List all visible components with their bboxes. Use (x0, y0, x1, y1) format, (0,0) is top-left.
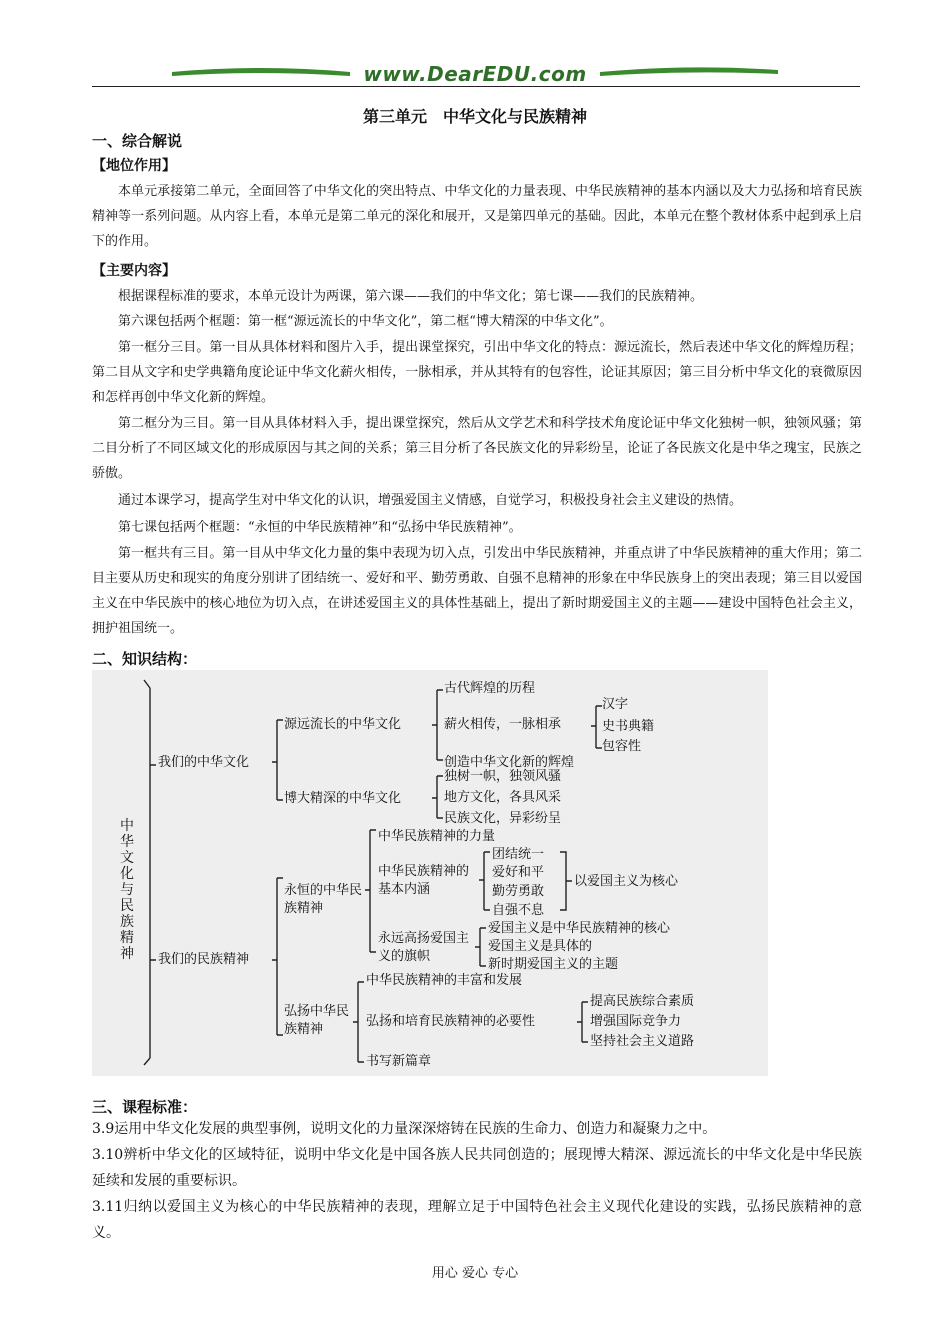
node-hongyang: 弘扬中华民族精神 (284, 1004, 350, 1037)
knowledge-structure-diagram (92, 670, 768, 1076)
section2-heading: 二、知识结构： (92, 650, 198, 668)
node-difang: 地方文化，各具风采 (444, 790, 562, 805)
content-paragraph-3: 第一框分三目。第一目从具体材料和图片入手，提出课堂探究，引出中华文化的特点：源远流长，然后表述中华文化的辉煌历程；第二目从文字和史学典籍角度论证中华文化薪火相传，一脉相承，并从其特有的包容性，论证其原因；第三目分析中华文化的衰微原因和怎样再创中华文化新的辉煌。 (92, 340, 862, 405)
node-dushu: 独树一帜，独领风骚 (444, 769, 562, 784)
node-aiguo-qizhi: 永远高扬爱国主义的旗帜 (378, 931, 470, 964)
node-boda: 博大精深的中华文化 (284, 791, 402, 806)
node-jianchi: 坚持社会主义道路 (590, 1034, 695, 1049)
content-paragraph-4: 第二框分为三目。第一目从具体材料入手，提出课堂探究，然后从文学艺术和科学技术角度论证中华文化独树一帜，独领风骚；第二目分析了不同区域文化的形成原因与其之间的关系；第三目分析了各民族文化的异彩纷呈，论证了各民族文化是中华之瑰宝，民族之骄傲。 (92, 416, 862, 481)
node-hexin: 以爱国主义为核心 (574, 874, 679, 889)
section1-heading: 一、综合解说 (92, 132, 183, 150)
page-footer: 用心 爱心 专心 (431, 1266, 519, 1281)
standard-item-1: 3.9运用中华文化发展的典型事例，说明文化的力量深深熔铸在民族的生命力、创造力和凝聚力之中。 (92, 1121, 717, 1137)
node-liliang: 中华民族精神的力量 (378, 829, 496, 844)
node-shishu: 史书典籍 (602, 719, 655, 734)
node-aiguo-1: 爱国主义是中华民族精神的核心 (488, 921, 671, 936)
content-paragraph-5: 通过本课学习，提高学生对中华文化的认识，增强爱国主义情感，自觉学习，积极投身社会主义建设的热情。 (118, 493, 743, 508)
content-paragraph-6: 第七课包括两个框题：“永恒的中华民族精神”和“弘扬中华民族精神”。 (118, 520, 522, 535)
standard-item-3: 3.11归纳以爱国主义为核心的中华民族精神的表现，理解立足于中国特色社会主义现代化建设的实践，弘扬民族精神的意义。 (92, 1199, 862, 1241)
node-tigao: 提高民族综合素质 (590, 994, 695, 1009)
node-aiguo-3: 新时期爱国主义的主题 (488, 957, 619, 972)
content-paragraph-2: 第六课包括两个框题：第一框“源远流长的中华文化”，第二框“博大精深的中华文化”。 (118, 314, 613, 329)
node-ours-culture: 我们的中华文化 (158, 755, 250, 770)
content-heading: 【主要内容】 (92, 263, 176, 279)
node-biyao: 弘扬和培育民族精神的必要性 (366, 1014, 536, 1029)
header-logo (170, 62, 780, 92)
node-gudai: 古代辉煌的历程 (444, 681, 536, 696)
node-ours-spirit: 我们的民族精神 (158, 952, 250, 967)
node-xinhuo: 薪火相传，一脉相承 (444, 717, 562, 732)
section3-heading: 三、课程标准： (92, 1098, 198, 1116)
logo-text: www.DearEDU.com (363, 62, 587, 86)
node-hanzi: 汉字 (602, 697, 629, 712)
node-aihao: 爱好和平 (492, 865, 545, 880)
node-qinlao: 勤劳勇敢 (492, 884, 545, 899)
node-neihan: 中华民族精神的基本内涵 (378, 864, 470, 897)
node-zengqiang: 增强国际竞争力 (590, 1014, 682, 1029)
header-divider (92, 86, 860, 87)
role-paragraph: 本单元承接第二单元，全面回答了中华文化的突出特点、中华文化的力量表现、中华民族精神的基本内涵以及大力弘扬和培育民族精神等一系列问题。从内容上看，本单元是第二单元的深化和展开，又是第四单元的基础。因此，本单元在整个教材体系中起到承上启下的作用。 (92, 184, 862, 249)
node-shuxie: 书写新篇章 (366, 1054, 432, 1069)
node-minzu-wenhua: 民族文化，异彩纷呈 (444, 811, 562, 826)
content-paragraph-7: 第一框共有三目。第一目从中华文化力量的集中表现为切入点，引发出中华民族精神，并重点讲了中华民族精神的重大作用；第二目主要从历史和现实的角度分别讲了团结统一、爱好和平、勤劳勇敢、自强不息精神的形象在中华民族身上的突出表现；第三目以爱国主义在中华民族中的核心地位为切入点，在讲述爱国主义的具体性基础上，提出了新时期爱国主义的主题——建设中国特色社会主义，拥护祖国统一。 (92, 546, 862, 636)
node-baorong: 包容性 (602, 739, 642, 754)
node-yongheng: 永恒的中华民族精神 (284, 883, 363, 916)
node-tuanjie: 团结统一 (492, 847, 545, 862)
diagram-root: 中华文化与民族精神 (120, 818, 134, 962)
node-ziqiang: 自强不息 (492, 903, 545, 918)
standard-item-2: 3.10辨析中华文化的区域特征，说明中华文化是中国各族人民共同创造的；展现博大精深、源远流长的中华文化是中华民族延续和发展的重要标识。 (92, 1147, 862, 1189)
page-title: 第三单元 中华文化与民族精神 (362, 107, 587, 126)
node-fengfu: 中华民族精神的丰富和发展 (366, 973, 523, 988)
content-paragraph-1: 根据课程标准的要求，本单元设计为两课，第六课——我们的中华文化；第七课——我们的民族精神。 (118, 289, 704, 304)
node-chuangzao: 创造中华文化新的辉煌 (444, 755, 575, 770)
role-heading: 【地位作用】 (92, 158, 176, 174)
node-yuanyuan: 源远流长的中华文化 (284, 717, 402, 732)
node-aiguo-2: 爱国主义是具体的 (488, 939, 593, 954)
